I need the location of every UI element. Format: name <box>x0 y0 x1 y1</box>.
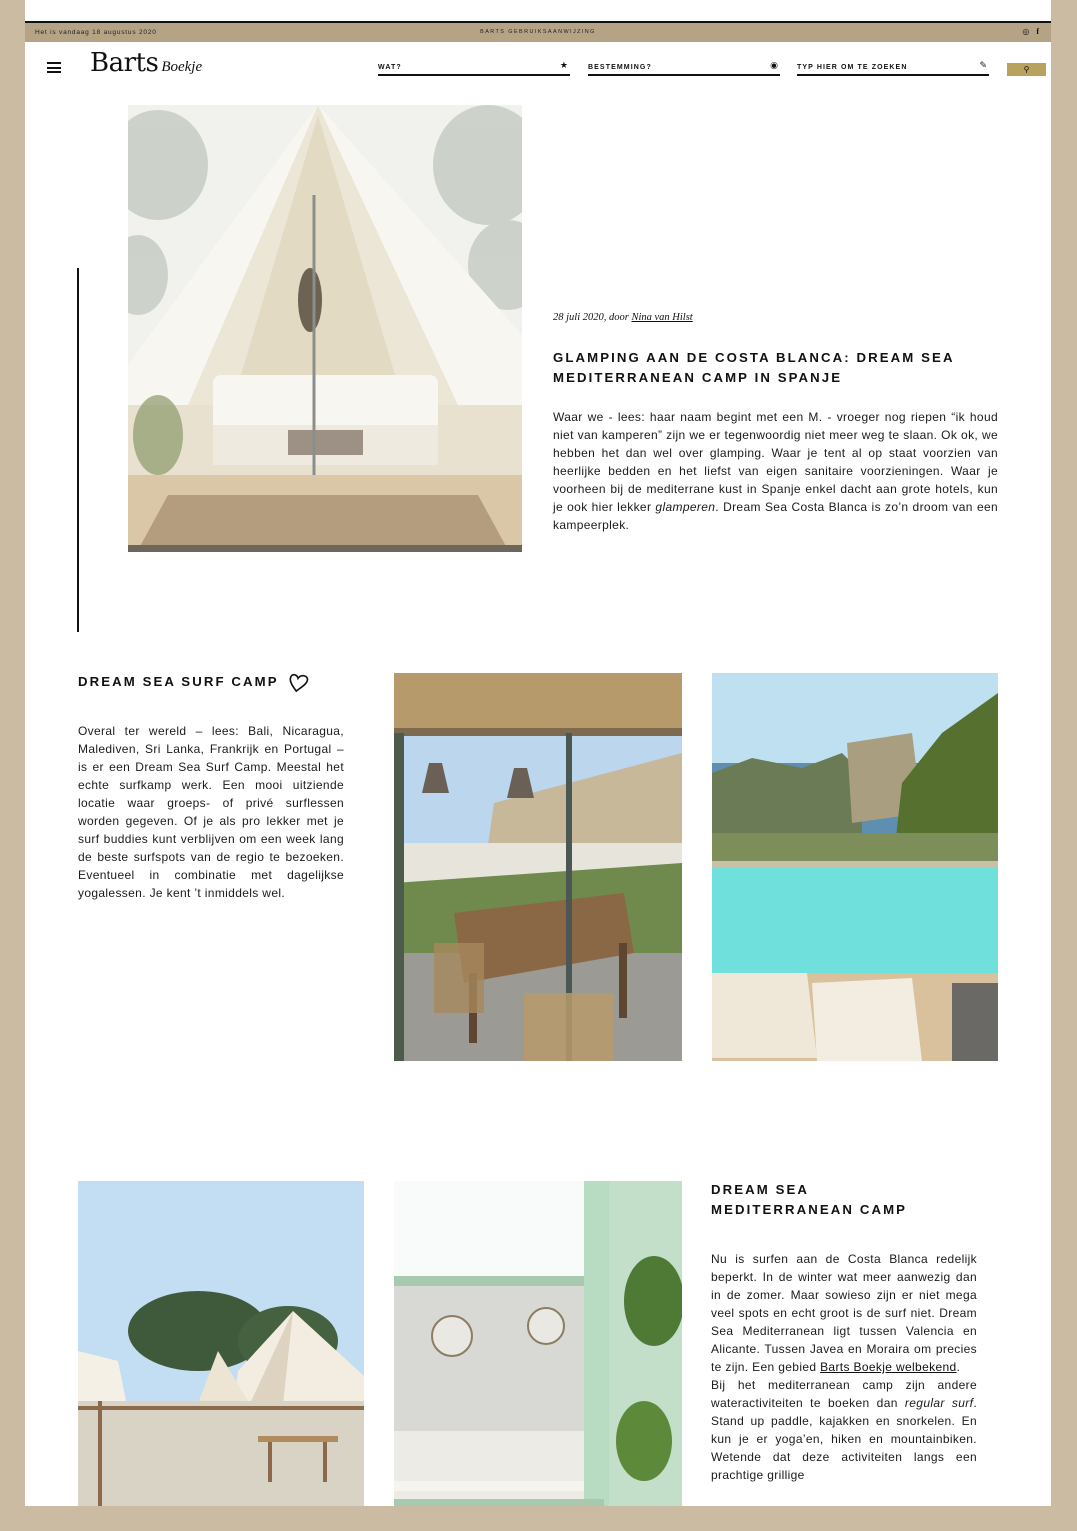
star-icon: ★ <box>559 60 568 70</box>
author-link[interactable]: Nina van Hilst <box>631 312 693 323</box>
bell-tents-photo <box>78 1181 364 1506</box>
paragraph-2 <box>711 1376 977 1484</box>
surf-camp-text: Overal ter wereld – lees: Bali, Nicaragua, Malediven, Sri Lanka, Frankrijk en Portugal – is er een Dream Sea Surf Camp. Meestal het echte surfkamp werk. Een mooi uitziende locatie waar groeps- of privé surflessen worden gegeven. Of je als pro lekker met je surf buddies kunt verblijven om een week lang de beste surfspots van de regio te bezoeken. Eventueel in combinatie met dagelijkse yogalessen. Je kent ’t inmiddels wel. <box>78 724 344 900</box>
destination-field[interactable] <box>588 60 780 76</box>
article-title: GLAMPING AAN DE COSTA BLANCA: DREAM SEA MEDITERRANEAN CAMP IN SPANJE <box>553 350 955 385</box>
intro-text-1: Waar we - lees: haar naam begint met een M. - vroeger nog riepen “ik houd niet van kamperen” zijn we er tegenwoordig niet meer weg te slaan. Ok ok, we hebben het dan wel over glamping. Waar je tent al op staat voorzien van heerlijke bedden en het liefst van eigen sanitaire voorzieningen. Waar je voorheen bij de mediterrane kust in Spanje enkel dacht aan grote hotels, kun je ook hier lekker <box>553 410 998 514</box>
tent-interior-photo <box>128 105 522 552</box>
bathroom-photo <box>394 1181 682 1506</box>
info-bar <box>25 23 1051 42</box>
article-intro <box>553 408 998 534</box>
location-pin-icon: ◉ <box>770 60 778 70</box>
site-logo[interactable] <box>90 48 202 78</box>
heading-line-2: MEDITERRANEAN CAMP <box>711 1202 908 1217</box>
terrace-dining-photo <box>394 673 682 1061</box>
section-heading-surf-camp: DREAM SEA SURF CAMP <box>78 674 279 689</box>
instagram-icon[interactable]: ◎ <box>1022 27 1030 36</box>
p2-text-a: Bij het mediterranean camp zijn andere wateractiviteiten te boeken dan <box>711 1378 977 1410</box>
article-meta <box>553 312 693 323</box>
search-icon: ⚲ <box>1023 65 1030 74</box>
heart-icon <box>287 672 309 694</box>
destination-field-label: BESTEMMING? <box>588 64 652 71</box>
search-button[interactable] <box>1007 63 1046 76</box>
paragraph-1 <box>711 1250 977 1376</box>
social-links <box>1022 28 1039 36</box>
intro-text-2: . Dream Sea Costa Blanca is zo’n droom van een kampeerplek. <box>553 500 999 532</box>
p1-text-b: . <box>956 1360 961 1374</box>
accent-line <box>77 268 79 632</box>
what-field[interactable] <box>378 60 570 76</box>
intro-emphasis: glamperen <box>655 500 716 514</box>
p2-emphasis: regular surf <box>904 1396 974 1410</box>
pencil-icon: ✎ <box>979 60 987 70</box>
today-date: Het is vandaag 18 augustus 2020 <box>35 29 157 36</box>
pool-view-photo <box>712 673 998 1061</box>
menu-icon[interactable] <box>47 62 61 73</box>
what-field-label: WAT? <box>378 64 402 71</box>
page <box>25 0 1051 1506</box>
mediterranean-camp-text <box>711 1250 977 1484</box>
logo-main: Barts <box>90 48 159 78</box>
section-heading-mediterranean-camp <box>711 1180 907 1220</box>
heading-line-1: DREAM SEA <box>711 1182 810 1197</box>
search-input[interactable] <box>797 60 989 76</box>
article-date: 28 juli 2020, door <box>553 312 629 323</box>
p1-text-a: Nu is surfen aan de Costa Blanca redelijk beperkt. In de winter wat meer aanwezig dan in de zomer. Maar sowieso zijn er niet mega veel spots en echt groot is de surf niet. Dream Sea Mediterranean ligt tussen Valencia en Alicante. Tussen Javea en Moraira om precies te zijn. Een gebied <box>711 1252 977 1374</box>
logo-sub: Boekje <box>161 59 203 75</box>
p2-text-b: . Stand up paddle, kajakken en snorkelen. En kun je er yoga’en, hiken en mountainbiken. Wetende dat deze activiteiten langs een prachtige grillige <box>711 1396 977 1482</box>
facebook-icon[interactable]: f <box>1036 27 1039 36</box>
search-input-placeholder: TYP HIER OM TE ZOEKEN <box>797 64 908 71</box>
barts-boekje-link[interactable]: Barts Boekje welbekend <box>820 1360 957 1374</box>
tagline-link[interactable]: BARTS GEBRUIKSAANWIJZING <box>480 29 596 35</box>
